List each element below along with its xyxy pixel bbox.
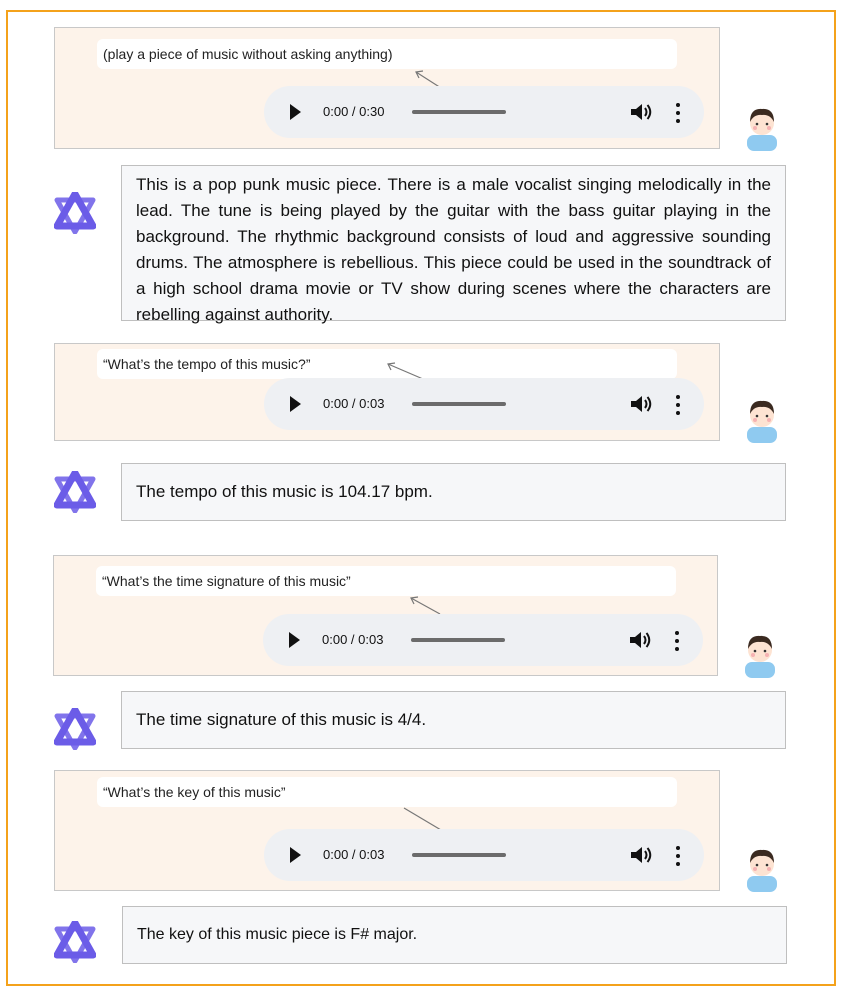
prompt-text: “What’s the key of this music” <box>97 777 677 807</box>
prompt-text: “What’s the tempo of this music?” <box>97 349 677 379</box>
user-message-panel <box>53 555 718 676</box>
pointer-arrow-icon <box>399 806 459 830</box>
assistant-reply: The tempo of this music is 104.17 bpm. <box>121 463 786 521</box>
play-icon[interactable] <box>289 632 300 648</box>
player-time: 0:00 / 0:30 <box>323 104 385 119</box>
prompt-text: “What’s the time signature of this music” <box>96 566 676 596</box>
progress-track[interactable] <box>412 853 506 857</box>
play-icon[interactable] <box>290 847 301 863</box>
assistant-logo-icon <box>54 708 96 750</box>
user-message-panel <box>54 27 720 149</box>
audio-player[interactable] <box>264 378 704 430</box>
volume-icon[interactable] <box>628 843 654 867</box>
assistant-logo-icon <box>54 471 96 513</box>
prompt-text: (play a piece of music without asking anything) <box>97 39 677 69</box>
player-time: 0:00 / 0:03 <box>323 396 385 411</box>
audio-player[interactable] <box>263 614 703 666</box>
assistant-logo-icon <box>54 921 96 963</box>
volume-icon[interactable] <box>628 392 654 416</box>
user-avatar-icon <box>742 846 782 892</box>
play-icon[interactable] <box>290 104 301 120</box>
volume-icon[interactable] <box>627 628 653 652</box>
progress-track[interactable] <box>412 402 506 406</box>
play-icon[interactable] <box>290 396 301 412</box>
player-time: 0:00 / 0:03 <box>322 632 384 647</box>
assistant-reply: This is a pop punk music piece. There is a male vocalist singing melodically in the lead. The tune is being played by the guitar with the bass guitar playing in the background. The rhythmic background consists of loud and aggressive sounding drums. The atmosphere is rebellious. This piece could be used in the soundtrack of a high school drama movie or TV show during scenes where the characters are rebelling against authority. <box>121 165 786 321</box>
user-avatar-icon <box>742 397 782 443</box>
user-avatar-icon <box>740 632 780 678</box>
more-vertical-icon[interactable] <box>675 844 681 866</box>
assistant-logo-icon <box>54 192 96 234</box>
progress-track[interactable] <box>411 638 505 642</box>
audio-player[interactable] <box>264 829 704 881</box>
progress-track[interactable] <box>412 110 506 114</box>
user-avatar-icon <box>742 105 782 151</box>
player-time: 0:00 / 0:03 <box>323 847 385 862</box>
assistant-reply: The time signature of this music is 4/4. <box>121 691 786 749</box>
user-message-panel <box>54 770 720 891</box>
assistant-reply: The key of this music piece is F# major. <box>122 906 787 964</box>
audio-player[interactable] <box>264 86 704 138</box>
more-vertical-icon[interactable] <box>675 393 681 415</box>
more-vertical-icon[interactable] <box>674 629 680 651</box>
volume-icon[interactable] <box>628 100 654 124</box>
more-vertical-icon[interactable] <box>675 101 681 123</box>
user-message-panel <box>54 343 720 441</box>
